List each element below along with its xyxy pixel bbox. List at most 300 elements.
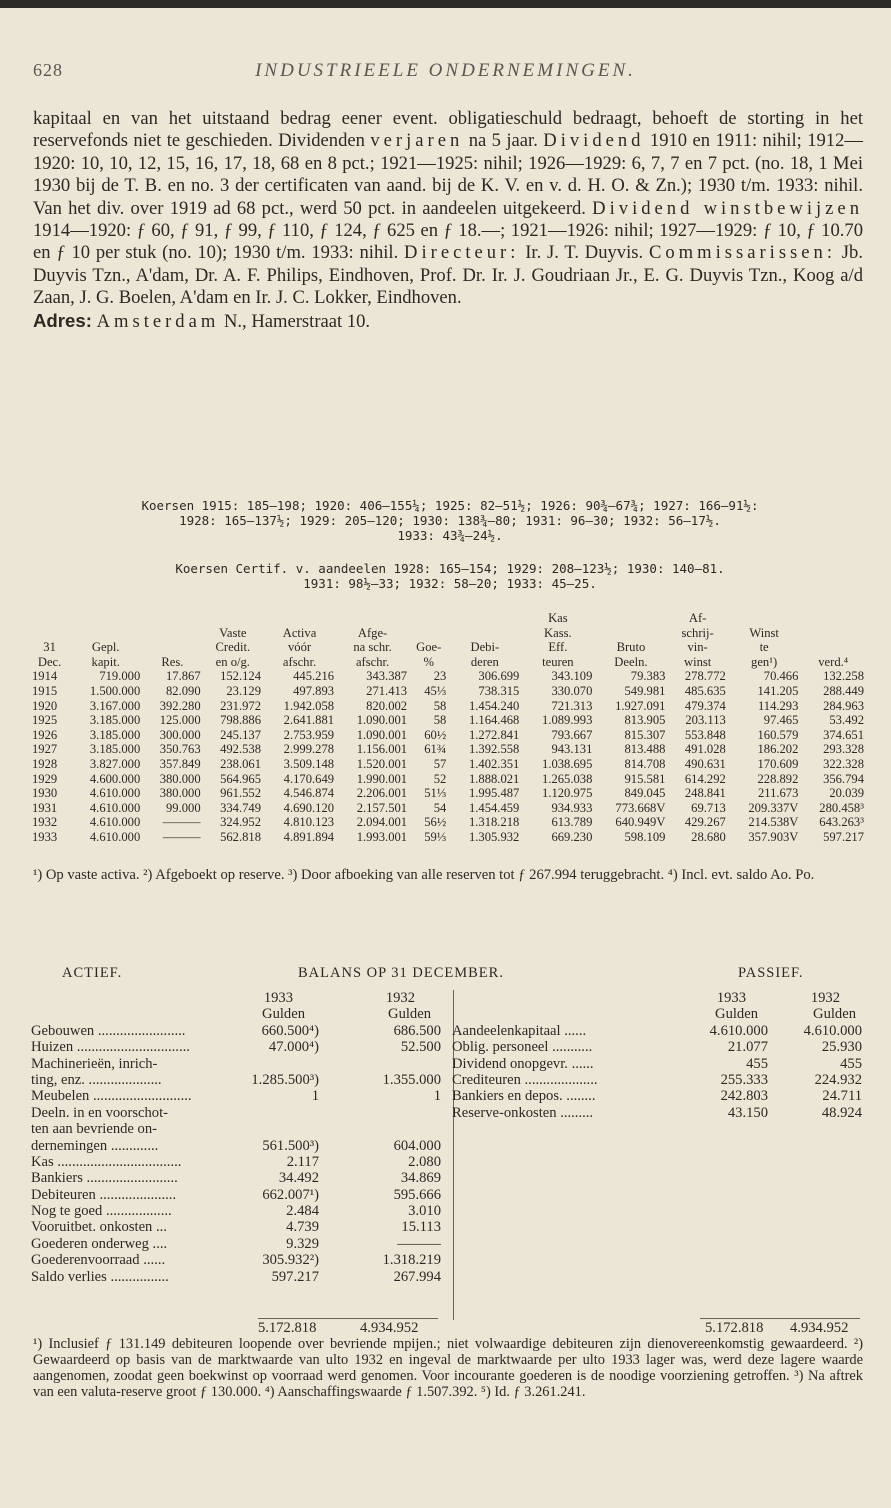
table-cell: 1.993.001 [356,829,408,844]
table-cell: 357.903V [748,829,799,844]
balance-sheet-header [0,965,891,985]
table-cell: 380.000 [159,771,201,786]
table-cell: 485.635 [684,683,726,698]
table-cell: 479.374 [684,698,726,713]
table-cell: 59⅓ [424,829,447,844]
balance-item-value: 662.007¹) [262,1186,319,1203]
balance-item-value: 43.150 [727,1104,768,1121]
table-footnotes: ¹) Op vaste activa. ²) Afgeboekt op reserve. ³) Door afboeking van alle reserven tot ƒ 267.994 teruggebracht. ⁴) Incl. evt. saldo Ao. Po. [33,867,815,883]
balance-row [31,1039,441,1055]
text-segment: 1910 en 1911: nihil; 1912—1920: 10, 10, 12, 15, 16, 17, 18, 68 en 8 pct.; 1921—1925: nihil; 1926—1929: 6, 7, 7 en 7 pct. (no. 18, 1 Mei 1930 bij de T. B. en no. 3 der certificaten van aand. bij de K. V. en v. d. H. O. & Zn.); 1930 t/m. 1933: nihil. Van het div. over 1919 ad 68 pct., werd 50 pct. in aandeelen uitgekeerd. [33,130,863,219]
table-cell: 114.293 [757,698,799,713]
table-cell: 813.905 [624,713,666,728]
table-cell: 429.267 [684,815,726,830]
table-cell: 324.952 [220,815,261,830]
table-cell: 915.581 [624,771,666,786]
table-cell: 1.272.841 [468,727,520,742]
table-cell: 553.848 [684,727,726,742]
spaced-term-dividend: Dividend [543,130,645,152]
balance-item-value: 4.610.000 [709,1022,768,1039]
balance-row [31,1056,441,1072]
table-header-row [30,655,866,670]
table-cell: 1.305.932 [468,829,520,844]
table-header-cell: Kass. [544,625,572,640]
table-cell: 798.886 [220,713,261,728]
balance-item-value: 48.924 [821,1104,862,1121]
table-row [30,757,866,772]
table-cell: 211.673 [757,786,799,801]
table-header-cell [69,611,142,626]
balance-item-value: 561.500³) [262,1137,319,1154]
balance-item-label: Bankiers ......................... [31,1170,178,1187]
table-cell: 56½ [424,815,447,830]
table-cell: 51⅓ [424,786,447,801]
table-cell: 97.465 [763,713,799,728]
balance-item-label: Meubelen ........................... [31,1088,192,1105]
table-cell: 1914 [32,669,58,684]
balance-item-label: Gebouwen ........................ [31,1022,186,1039]
unit-gulden: Gulden [715,1006,758,1023]
table-cell: 814.708 [624,756,666,771]
table-cell: 4.610.000 [89,800,141,815]
balance-item-value: 2.484 [286,1203,319,1220]
table-header-cell: Dec. [37,654,62,669]
table-header-cell [448,611,521,626]
spaced-term-verjaren: verjaren [370,130,464,152]
table-cell: 209.337V [748,800,799,815]
text-segment: Ir. J. T. Duyvis. [519,242,649,264]
table-cell: 1928 [32,756,58,771]
table-cell: 1.454.459 [468,800,520,815]
table-cell: 497.893 [293,683,335,698]
balance-item-label: Goederenvoorraad ...... [31,1252,166,1269]
table-cell: 306.699 [478,669,520,684]
balance-item-value: 2.080 [408,1153,441,1170]
passief-label: PASSIEF. [738,965,804,981]
table-cell: 2.094.001 [356,815,408,830]
year-header-row [31,990,441,1006]
balance-item-value: 1.355.000 [382,1071,441,1088]
table-cell: 69.713 [691,800,726,815]
balance-item-value: 1.318.219 [382,1252,441,1269]
table-cell: 293.328 [823,742,864,757]
balance-item-label: dernemingen ............. [31,1137,159,1154]
balance-item-label: Oblig. personeel ........... [452,1039,593,1056]
table-cell: ——— [162,815,201,830]
table-cell: 58 [433,698,447,713]
table-cell: 79.383 [630,669,666,684]
balance-item-label: Machinerieën, inrich- [31,1055,158,1072]
company-description-paragraph [33,108,863,333]
table-cell: 245.137 [220,727,261,742]
text-segment: kapitaal en van het uitstaand bedrag eener event. obligatieschuld bedraagt, behoeft de storting in het reservefonds niet te geschieden. Dividenden [33,108,863,152]
table-cell: 1.164.468 [468,713,520,728]
table-header-cell: Afge- [357,625,388,640]
table-cell: 3.827.000 [89,756,141,771]
balance-item-value: 34.492 [278,1170,319,1187]
balance-row [31,1187,441,1203]
balance-item-value: 9.329 [286,1235,319,1252]
table-cell: 490.631 [684,756,726,771]
balance-row [31,1203,441,1219]
table-cell: 203.113 [685,713,726,728]
table-cell: 4.610.000 [89,786,141,801]
table-cell: 231.972 [220,698,261,713]
table-cell: 392.280 [159,698,201,713]
table-cell: 170.609 [757,756,799,771]
table-header-cell: Af- [688,611,707,625]
table-row [30,815,866,830]
table-cell: 141.205 [757,683,799,698]
table-cell: 640.949V [615,815,666,830]
balance-item-label: ten aan bevriende on- [31,1121,158,1138]
table-cell: 54 [433,800,447,815]
balance-item-label: Aandeelenkapitaal ...... [452,1022,587,1039]
table-cell: 3.509.148 [283,756,335,771]
table-row [30,786,866,801]
balance-row [31,1072,441,1088]
balance-item-value: 455 [746,1055,768,1072]
balance-item-value: 2.117 [286,1153,319,1170]
certificate-prices-line: Koersen Certif. v. aandeelen 1928: 165—154; 1929: 208—123½; 1930: 140—81. [175,561,725,576]
table-cell: 20.039 [829,786,864,801]
balance-row [31,1269,441,1285]
balance-row [31,1170,441,1186]
table-header-cell: Activa [282,625,317,640]
table-cell: 1925 [32,713,58,728]
balance-row [31,1219,441,1235]
balance-item-label: Dividend onopgevr. ...... [452,1055,594,1072]
balance-row [452,1072,862,1088]
balance-row [31,1252,441,1268]
balance-item-value: ——— [397,1235,441,1252]
address-label: Adres: [33,309,92,331]
table-header-cell [594,626,667,641]
balance-item-label: Debiteuren ..................... [31,1186,177,1203]
balance-item-value: 224.932 [814,1071,862,1088]
table-cell: 597.217 [823,829,864,844]
table-cell: 214.538V [748,815,799,830]
table-cell: 643.263³ [819,815,864,830]
balance-item-label: Reserve-onkosten ......... [452,1104,594,1121]
table-cell: 1.454.240 [468,698,520,713]
table-cell: 1.089.993 [542,713,593,728]
table-cell: 356.794 [823,771,864,786]
balance-item-label: Kas .................................. [31,1153,182,1170]
table-header-cell [409,611,448,626]
table-cell: 152.124 [220,669,261,684]
table-cell: 1933 [32,829,58,844]
table-header-cell: Deeln. [614,654,648,669]
assets-total-rule [258,1318,438,1319]
table-cell: 1929 [32,771,58,786]
table-cell: 961.552 [220,786,261,801]
table-cell: 125.000 [159,713,201,728]
table-header-cell: winst [683,654,712,669]
table-cell: 1.318.218 [468,815,520,830]
table-row [30,669,866,684]
balance-row [31,1154,441,1170]
table-header-cell [142,640,202,655]
balance-row [452,1039,862,1055]
liabilities-total-1932: 4.934.952 [790,1320,849,1336]
table-cell: 357.849 [159,756,201,771]
table-cell: 4.600.000 [89,771,141,786]
table-cell: 614.292 [684,771,726,786]
table-cell: 1.090.001 [356,713,408,728]
table-cell: 23 [433,669,447,684]
table-cell: 1.120.975 [542,786,593,801]
table-header-cell [336,611,409,626]
table-header-cell [594,611,667,626]
table-cell: 1.156.001 [356,742,408,757]
table-cell: 52 [433,771,447,786]
table-cell: 3.185.000 [89,727,141,742]
balance-item-value: 267.994 [393,1268,441,1285]
balance-row [31,1105,441,1121]
table-cell: 322.328 [823,756,864,771]
balance-liabilities [452,990,862,1121]
table-cell: 4.170.649 [283,771,335,786]
table-cell: 1.995.487 [468,786,520,801]
table-row [30,699,866,714]
balance-item-value: 21.077 [727,1039,768,1056]
table-cell: 1.990.001 [356,771,408,786]
balance-footnotes: ¹) Inclusief ƒ 131.149 debiteuren loopende over bevriende mpijen.; niet volwaardige debiteuren zijn dienovereenkomstig gewaardeerd. ²) Gewaardeerd op basis van de marktwaarde van ulto 1932 en ingeval de marktwaarde per ulto 1933 lager was, werd deze lagere waarde aangenomen, zoodat geen boekwinst op voorraad werd genomen. Voor incourante goederen is de noodige voorziening getroffen. ³) Na aftrek van een valuta-reserve groot ƒ 130.000. ⁴) Aanschaffingswaarde ƒ 1.507.392. ⁵) Id. ƒ 3.261.241. [33,1336,863,1400]
table-header-cell: afschr. [355,654,390,669]
table-cell: 943.131 [551,742,593,757]
table-cell: 849.045 [624,786,666,801]
balance-item-label: Deeln. in en voorschot- [31,1104,168,1121]
table-cell: 1.090.001 [356,727,408,742]
table-cell: 4.546.874 [283,786,335,801]
balance-item-label: Nog te goed .................. [31,1203,172,1220]
table-cell: 284.963 [823,698,864,713]
table-row [30,742,866,757]
table-header-cell [263,611,336,626]
table-header-cell: Goe- [416,640,442,655]
table-cell: 61¾ [424,742,447,757]
table-cell: 343.387 [366,669,408,684]
table-cell: 53.492 [829,713,864,728]
table-header-cell: na schr. [353,640,392,655]
table-cell: 934.933 [551,800,593,815]
table-header-row [30,626,866,641]
table-cell: 4.690.120 [283,800,335,815]
table-cell: 1.392.558 [468,742,520,757]
liabilities-total-rule [700,1318,860,1319]
balance-row [452,1105,862,1121]
table-cell: 57 [433,756,447,771]
balance-item-value: 255.333 [720,1071,768,1088]
table-cell: 380.000 [159,786,201,801]
table-header-cell [409,626,448,641]
spaced-term-directeur: Directeur: [404,242,520,264]
table-cell: 1.927.091 [615,698,666,713]
stock-prices-line: Koersen 1915: 185—198; 1920: 406—155¼; 1925: 82—51½; 1926: 90¾—67¾; 1927: 166—91½: [141,498,759,513]
balance-item-value: 595.666 [393,1186,441,1203]
stock-prices-line: 1933: 43¾—24½. [397,528,503,543]
spaced-term-commissarissen: Commissarissen: [648,242,837,264]
table-cell: 288.449 [823,683,864,698]
table-header-cell: Credit. [215,640,251,655]
table-header-cell: Winst [749,625,779,640]
balance-item-value: 24.711 [822,1088,862,1105]
table-header-cell [203,611,263,626]
table-header-cell: verd.⁴ [818,654,849,669]
table-header-cell: te [759,640,769,655]
table-header-cell [728,611,801,626]
table-cell: 1931 [32,800,58,815]
stock-prices-line: 1928: 165—137½; 1929: 205—120; 1930: 138¾—80; 1931: 96—30; 1932: 56—17½. [179,513,721,528]
balance-item-value: 686.500 [393,1022,441,1039]
table-cell: 820.002 [366,698,408,713]
table-cell: 70.466 [763,669,799,684]
table-cell: 1.038.695 [542,756,593,771]
table-cell: 350.763 [159,742,201,757]
table-header-cell [30,626,69,641]
balance-row [31,1236,441,1252]
balance-item-value: 4.739 [286,1219,319,1236]
table-cell: 1.520.001 [356,756,408,771]
table-cell: 334.749 [220,800,261,815]
table-cell: 1915 [32,683,58,698]
table-cell: 2.641.881 [283,713,335,728]
liabilities-total-1933: 5.172.818 [705,1320,764,1336]
table-cell: 160.579 [757,727,799,742]
table-row [30,801,866,816]
table-cell: 813.488 [624,742,666,757]
table-cell: 1.402.351 [468,756,520,771]
table-cell: 1927 [32,742,58,757]
table-cell: 4.891.894 [283,829,335,844]
balance-item-value: 1 [433,1088,441,1105]
table-header-cell [69,626,142,641]
balance-item-value: 34.869 [400,1170,441,1187]
table-header-cell: afschr. [282,654,317,669]
table-cell: 28.680 [691,829,726,844]
table-header-cell: kapit. [91,654,120,669]
balance-item-label: Bankiers en depos. ........ [452,1088,596,1105]
table-cell: 562.818 [220,829,261,844]
address-street: N., Hamerstraat 10. [219,310,371,332]
balance-item-label: Crediteuren .................... [452,1071,598,1088]
actief-label: ACTIEF. [62,965,123,981]
balance-item-label: Goederen onderweg .... [31,1235,168,1252]
table-header-cell: Gepl. [91,640,120,655]
balance-row [452,1056,862,1072]
unit-gulden: Gulden [388,1006,431,1023]
table-row [30,684,866,699]
table-cell: 17.867 [165,669,201,684]
balance-item-label: Huizen ............................... [31,1039,190,1056]
table-row [30,830,866,845]
unit-header-row [31,1006,441,1022]
balance-item-value: 660.500⁴) [261,1022,319,1039]
table-cell: 492.538 [220,742,261,757]
table-cell: 186.202 [757,742,799,757]
table-cell: 374.651 [823,727,864,742]
table-cell: 238.061 [220,756,261,771]
table-header-cell [448,626,521,641]
text-segment: Jb. Duyvis Tzn., A'dam, Dr. A. F. Philips, Eindhoven, Prof. Dr. Ir. J. Goudriaan Jr., E. G. Duyvis Tzn., Koog a/d Zaan, J. G. Boelen, A'dam en Ir. J. C. Lokker, Eindhoven. [33,242,863,309]
table-header-cell: vin- [687,640,708,655]
balance-item-label: Vooruitbet. onkosten ... [31,1219,167,1236]
balance-item-value: 242.803 [720,1088,768,1105]
table-cell: 669.230 [551,829,593,844]
table-cell: 1920 [32,698,58,713]
balance-item-value: 3.010 [408,1203,441,1220]
balance-item-value: 455 [840,1055,862,1072]
balance-assets [31,990,441,1285]
balance-item-value: 1.285.500³) [251,1071,319,1088]
table-header-cell [142,626,202,641]
table-cell: 278.772 [684,669,726,684]
table-header-cell [142,611,202,626]
table-cell: 330.070 [551,683,593,698]
table-cell: 1.500.000 [89,683,141,698]
table-cell: 3.167.000 [89,698,141,713]
text-segment: na 5 jaar. [463,130,544,152]
table-header-cell: gen¹) [751,654,778,669]
table-cell: 82.090 [165,683,201,698]
table-row [30,713,866,728]
table-cell: 2.753.959 [283,727,335,742]
page-number: 628 [33,60,63,80]
year-1933: 1933 [263,990,293,1006]
table-header-cell: vóór [287,640,312,655]
table-cell: 2.206.001 [356,786,408,801]
table-header-row [30,611,866,626]
table-header-cell: Kas [548,611,568,625]
table-cell: 4.810.123 [283,815,335,830]
table-header-cell: 31 [43,640,56,655]
table-cell: 4.610.000 [89,829,141,844]
table-header-cell: Eff. [548,640,568,655]
year-1932: 1932 [810,990,840,1006]
table-cell: 1932 [32,815,58,830]
table-cell: 1930 [32,786,58,801]
table-cell: 1.265.038 [542,771,593,786]
table-cell: 1.942.058 [283,698,335,713]
table-cell: 564.965 [220,771,261,786]
table-cell: 248.841 [684,786,726,801]
financial-history-table [30,611,866,845]
balance-item-label: ting, enz. .................... [31,1071,162,1088]
table-cell: 280.458³ [819,800,864,815]
table-cell: 738.315 [478,683,520,698]
table-header-row [30,640,866,655]
table-header-cell: en o/g. [215,654,250,669]
table-cell: 99.000 [165,800,201,815]
address-city: Amsterdam [96,310,220,332]
spaced-term-dividend-winstbewijzen: Dividend winstbewijzen [592,197,863,219]
text-segment: 1914—1920: ƒ 60, ƒ 91, ƒ 99, ƒ 110, ƒ 124, ƒ 625 en ƒ 18.—; 1921—1926: nihil; 1927—1929: ƒ 10, ƒ 10.70 en ƒ 10 per stuk (no. 10); 1930 t/m. 1933: nihil. [33,220,863,264]
unit-gulden: Gulden [262,1006,305,1023]
table-header-cell: Debi- [470,640,500,655]
table-row [30,772,866,787]
balance-row [452,1023,862,1039]
table-cell: 228.892 [757,771,799,786]
year-1933: 1933 [716,990,746,1006]
table-header-cell: Bruto [616,640,646,655]
table-cell: 815.307 [624,727,666,742]
year-header-row [452,990,862,1006]
balance-item-value: 1 [311,1088,319,1105]
table-header-cell: Vaste [219,625,247,640]
certificate-prices-line: 1931: 98½—33; 1932: 58—20; 1933: 45—25. [303,576,597,591]
table-cell: 271.413 [366,683,408,698]
